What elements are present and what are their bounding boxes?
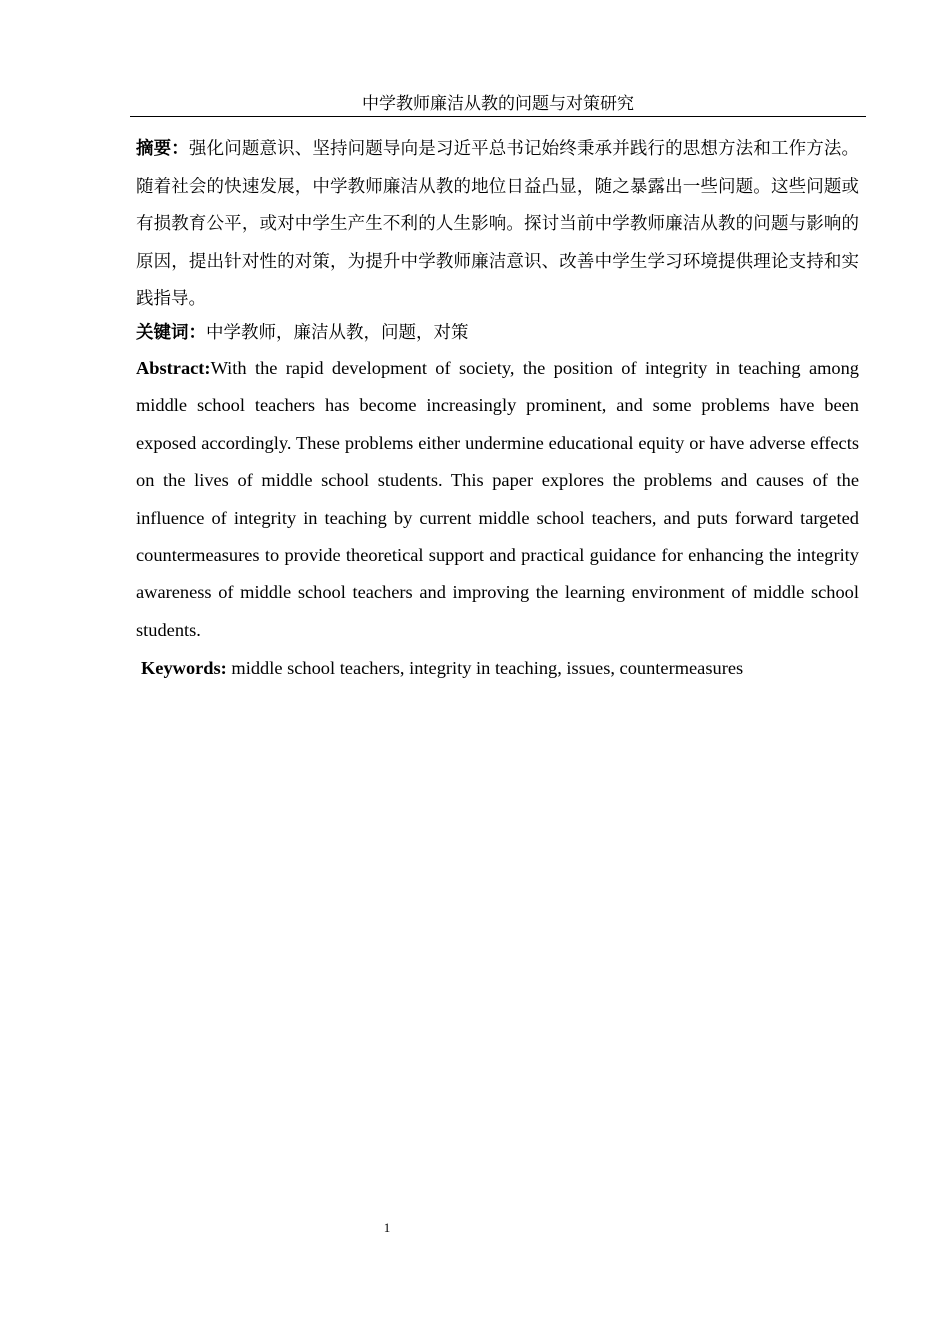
abstract-section — [136, 131, 859, 685]
english-abstract-text: With the rapid development of society, the position of integrity in teaching among middle school teachers has become increasingly prominent, and some problems have been exposed accordingly. These problems either undermine educational equity or have adverse effects on the lives of middle school students. This paper explores the problems and causes of the influence of integrity in teaching by current middle school teachers, and puts forward targeted countermeasures to provide theoretical support and practical guidance for enhancing the integrity awareness of middle school teachers and improving the learning environment of middle school students. — [136, 357, 859, 640]
chinese-keywords-label: 关键词： — [136, 322, 206, 343]
chinese-keywords-text: 中学教师，廉洁从教，问题，对策 — [206, 322, 469, 343]
english-keywords — [141, 651, 859, 685]
chinese-abstract-text: 强化问题意识、坚持问题导向是习近平总书记始终秉承并践行的思想方法和工作方法。随着社会的快速发展，中学教师廉洁从教的地位日益凸显，随之暴露出一些问题。这些问题或有损教育公平，或对中学生产生不利的人生影响。探讨当前中学教师廉洁从教的问题与影响的原因，提出针对性的对策，为提升中学教师廉洁意识、改善中学生学习环境提供理论支持和实践指导。 — [136, 139, 860, 310]
page-number: 1 — [383, 1220, 391, 1235]
english-keywords-text: middle school teachers, integrity in teaching, issues, countermeasures — [226, 658, 744, 679]
running-header-title: 中学教师廉洁从教的问题与对策研究 — [362, 94, 634, 114]
english-abstract-label: Abstract: — [136, 357, 211, 378]
chinese-abstract-label: 摘要： — [136, 139, 189, 159]
chinese-abstract — [136, 131, 859, 319]
chinese-keywords — [136, 319, 859, 347]
english-abstract — [136, 350, 859, 649]
header-rule — [130, 116, 866, 117]
english-keywords-label: Keywords: — [141, 658, 227, 679]
